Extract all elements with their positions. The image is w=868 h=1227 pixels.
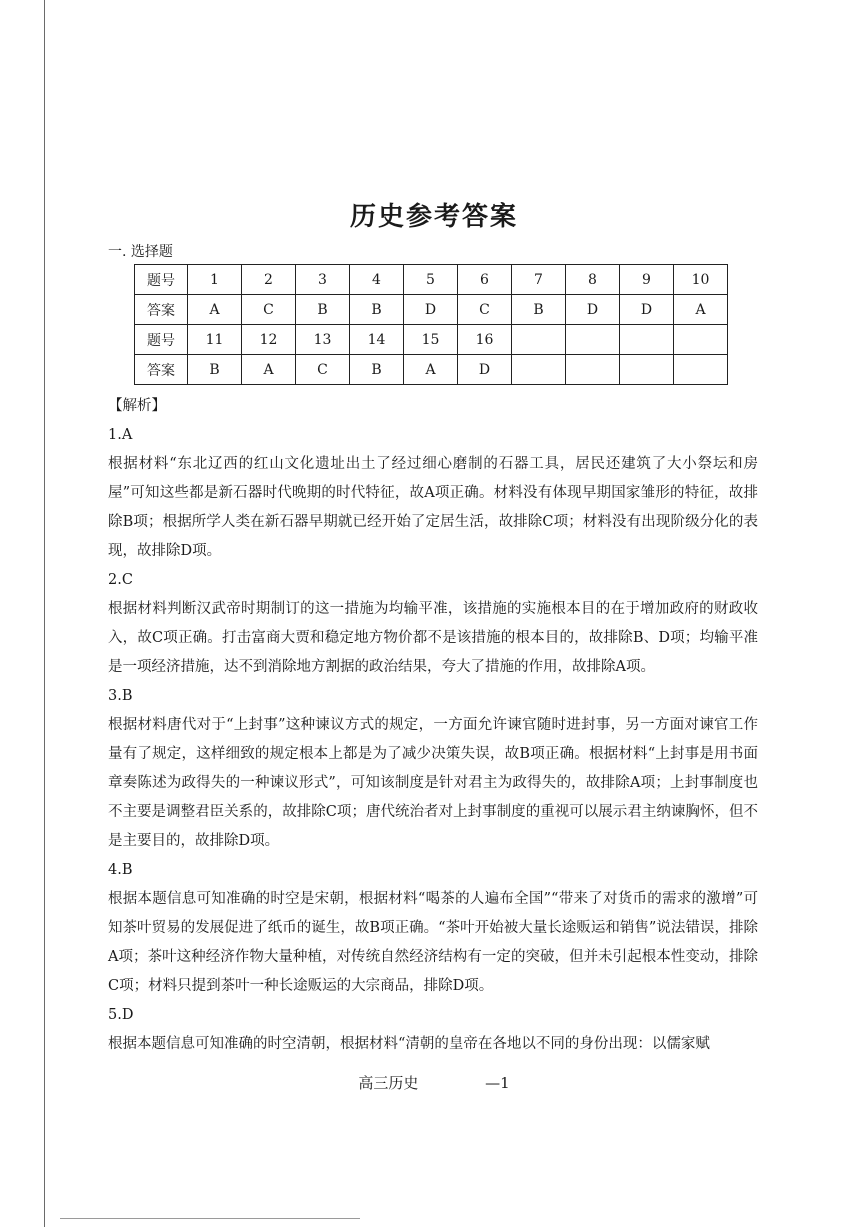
item-explanation: 根据本题信息可知准确的时空清朝，根据材料“清朝的皇帝在各地以不同的身份出现：以儒家赋 (108, 1036, 710, 1052)
table-cell: B (350, 355, 404, 385)
item-number: 1.A (108, 427, 133, 443)
table-cell (566, 355, 620, 385)
table-cell: B (512, 295, 566, 325)
table-cell (674, 325, 728, 355)
item-number: 3.B (108, 688, 133, 704)
table-cell: 9 (620, 265, 674, 295)
table-cell: C (296, 355, 350, 385)
item-explanation: 根据材料“东北辽西的红山文化遗址出土了经过细心磨制的石器工具，居民还建筑了大小祭坛和房屋”可知这些都是新石器时代晚期的时代特征，故A项正确。材料没有体现早期国家雏形的特征，故排除B项；根据所学人类在新石器早期就已经开始了定居生活，故排除C项；材料没有出现阶级分化的表现，故排除D项。 (108, 456, 758, 559)
table-cell: 1 (188, 265, 242, 295)
margin-rule (44, 0, 45, 1227)
table-cell: A (242, 355, 296, 385)
table-cell: 5 (404, 265, 458, 295)
item-explanation: 根据材料判断汉武帝时期制订的这一措施为均输平准，该措施的实施根本目的在于增加政府的财政收入，故C项正确。打击富商大贾和稳定地方物价都不是该措施的根本目的，故排除B、D项；均输平准是一项经济措施，达不到消除地方割据的政治结果，夸大了措施的作用，故排除A项。 (108, 601, 758, 675)
table-cell: D (620, 295, 674, 325)
table-cell: A (674, 295, 728, 325)
item-explanation: 根据本题信息可知准确的时空是宋朝，根据材料“喝茶的人遍布全国”“带来了对货币的需求的激增”可知茶叶贸易的发展促进了纸币的诞生，故B项正确。“茶叶开始被大量长途贩运和销售”说法错误，排除A项；茶叶这种经济作物大量种植，对传统自然经济结构有一定的突破，但并未引起根本性变动，排除C项；材料只提到茶叶一种长途贩运的大宗商品，排除D项。 (108, 891, 758, 994)
table-cell (620, 325, 674, 355)
table-cell: 13 (296, 325, 350, 355)
section-heading: 一. 选择题 (108, 244, 173, 260)
table-cell: D (566, 295, 620, 325)
table-cell: 10 (674, 265, 728, 295)
table-cell: C (458, 295, 512, 325)
table-cell: 3 (296, 265, 350, 295)
row-header-cell: 题号 (135, 325, 188, 355)
item-number: 2.C (108, 572, 133, 588)
table-cell: 8 (566, 265, 620, 295)
table-cell: 2 (242, 265, 296, 295)
item-number: 5.D (108, 1007, 134, 1023)
row-header-cell: 答案 (135, 355, 188, 385)
table-cell: B (188, 355, 242, 385)
table-cell: 4 (350, 265, 404, 295)
table-cell: C (242, 295, 296, 325)
table-cell: 12 (242, 325, 296, 355)
table-cell: 6 (458, 265, 512, 295)
table-cell (620, 355, 674, 385)
footer-page-number: —1 (485, 1074, 510, 1092)
analysis-heading: 【解析】 (108, 398, 166, 414)
footer-subject: 高三历史 (358, 1074, 419, 1092)
table-cell: D (458, 355, 512, 385)
table-row (135, 295, 728, 325)
page-footer (0, 1072, 868, 1093)
table-cell: B (296, 295, 350, 325)
table-cell (674, 355, 728, 385)
table-cell: D (404, 295, 458, 325)
row-header-cell: 答案 (135, 295, 188, 325)
item-number: 4.B (108, 862, 133, 878)
table-cell (512, 325, 566, 355)
table-cell (566, 325, 620, 355)
table-cell: 11 (188, 325, 242, 355)
table-row (135, 325, 728, 355)
table-cell: B (350, 295, 404, 325)
table-cell: 15 (404, 325, 458, 355)
row-header-cell: 题号 (135, 265, 188, 295)
item-explanation: 根据材料唐代对于“上封事”这种谏议方式的规定，一方面允许谏官随时进封事，另一方面对谏官工作量有了规定，这样细致的规定根本上都是为了减少决策失误，故B项正确。根据材料“上封事是用书面章奏陈述为政得失的一种谏议形式”，可知该制度是针对君主为政得失的，故排除A项；上封事制度也不主要是调整君臣关系的，故排除C项；唐代统治者对上封事制度的重视可以展示君主纳谏胸怀，但不是主要目的，故排除D项。 (108, 717, 758, 849)
answer-table (134, 264, 728, 385)
table-cell: A (404, 355, 458, 385)
analysis-content (108, 392, 758, 1059)
table-cell: A (188, 295, 242, 325)
table-row (135, 355, 728, 385)
table-row (135, 265, 728, 295)
table-cell: 7 (512, 265, 566, 295)
bottom-rule (60, 1218, 360, 1219)
table-cell (512, 355, 566, 385)
page-title: 历史参考答案 (349, 202, 518, 232)
table-cell: 14 (350, 325, 404, 355)
table-cell: 16 (458, 325, 512, 355)
